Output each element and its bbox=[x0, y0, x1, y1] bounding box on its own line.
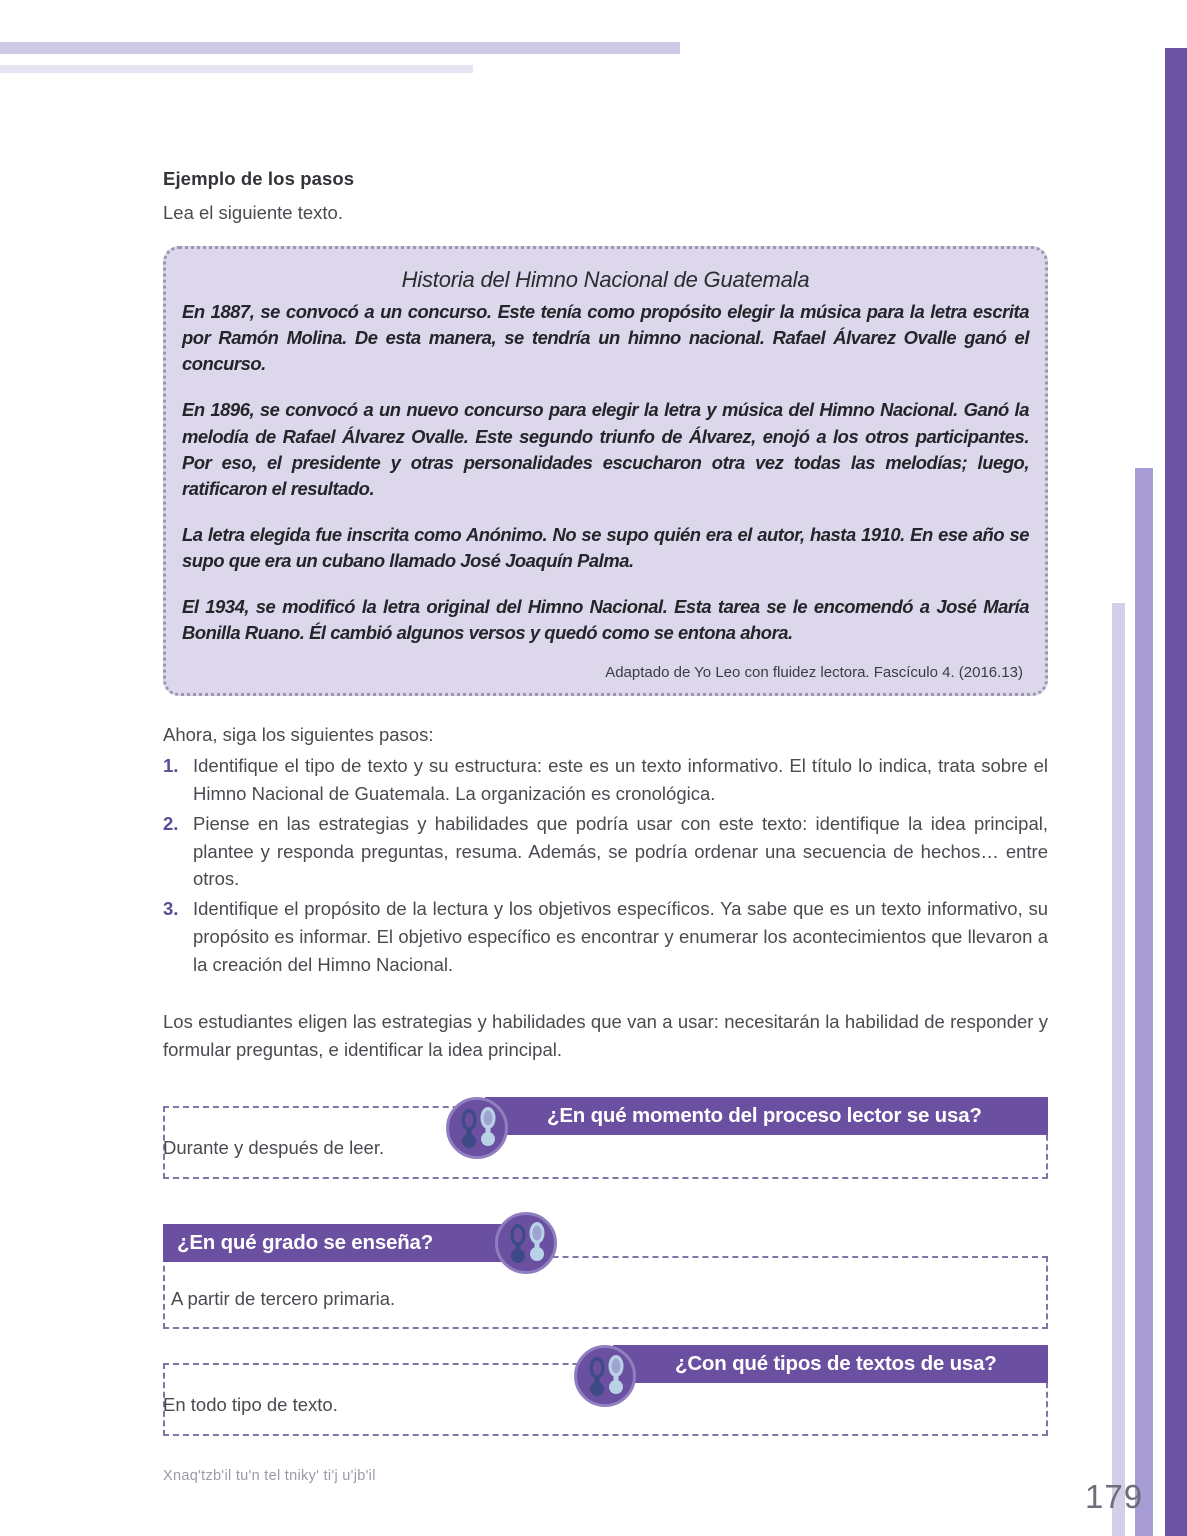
page-subtitle: Lea el siguiente texto. bbox=[163, 202, 343, 223]
reading-paragraph: En 1887, se convocó a un concurso. Este tenía como propósito elegir la música para la letra escrita por Ramón Molina. De esta manera, se tendría un himno nacional. Rafael Álvarez Ovalle ganó el concurso. bbox=[182, 301, 1029, 375]
page-number: 179 bbox=[1085, 1478, 1144, 1515]
question-banner-label: ¿En qué momento del proceso lector se usa? bbox=[547, 1104, 982, 1127]
list-item bbox=[163, 752, 1048, 808]
step-number: 1. bbox=[163, 755, 179, 777]
footprints-icon bbox=[446, 1097, 508, 1159]
right-decor-bar-mid bbox=[1135, 468, 1153, 1536]
reading-passage-source: Adaptado de Yo Leo con fluidez lectora. Fascículo 4. (2016.13) bbox=[605, 664, 1023, 682]
step-text: Identifique el tipo de texto y su estructura: este es un texto informativo. El título lo indica, trata sobre el Himno Nacional de Guatemala. La organización es cronológica. bbox=[193, 755, 1048, 805]
reading-paragraph: En 1896, se convocó a un nuevo concurso para elegir la letra y música del Himno Nacional. Ganó la melodía de Rafael Álvarez Ovalle. Este segundo triunfo de Álvarez, enojó a los otros participantes. Por eso, el presidente y otras personalidades escucharon otra vez todas las melodías; luego, ratificaron el resultado. bbox=[182, 399, 1029, 499]
footprints-icon bbox=[495, 1212, 557, 1274]
footprints-icon bbox=[574, 1345, 636, 1407]
step-text: Piense en las estrategias y habilidades que podría usar con este texto: identifique la idea principal, plantee y responda preguntas, resuma. Además, se podría ordenar una secuencia de hechos… entre otros. bbox=[193, 812, 1048, 890]
step-text: Identifique el propósito de la lectura y los objetivos específicos. Ya sabe que es un texto informativo, su propósito es informar. El objetivo específico es encontrar y enumerar los acontecimientos que llevaron a la creación del Himno Nacional. bbox=[193, 898, 1048, 975]
steps-list bbox=[163, 752, 1048, 978]
right-decor-bar-light bbox=[1112, 603, 1125, 1536]
footprints-glyph bbox=[457, 1106, 503, 1156]
reading-paragraph: El 1934, se modificó la letra original del Himno Nacional. Esta tarea se le encomendó a José María Bonilla Ruano. Él cambió algunos versos y quedó como se entona ahora. bbox=[182, 596, 1029, 644]
reading-passage-box bbox=[163, 246, 1048, 696]
steps-intro-text: Ahora, siga los siguientes pasos: bbox=[163, 724, 434, 746]
footprints-glyph bbox=[506, 1221, 552, 1271]
step-number: 2. bbox=[163, 812, 179, 834]
answer-text-2: A partir de tercero primaria. bbox=[171, 1288, 396, 1309]
list-item bbox=[163, 895, 1048, 978]
page-title: Ejemplo de los pasos bbox=[163, 168, 355, 189]
step-number: 3. bbox=[163, 898, 179, 920]
question-banner-label: ¿Con qué tipos de textos de usa? bbox=[675, 1352, 997, 1375]
question-banner-3 bbox=[613, 1345, 1048, 1383]
closing-paragraph: Los estudiantes eligen las estrategias y habilidades que van a usar: necesitarán la habilidad de responder y formular preguntas, e identificar la idea principal. bbox=[163, 1011, 1048, 1061]
footprints-glyph bbox=[585, 1354, 631, 1404]
right-decor-bar-dark bbox=[1165, 48, 1187, 1536]
answer-text-3: En todo tipo de texto. bbox=[163, 1394, 338, 1415]
page-content bbox=[163, 0, 1048, 1065]
question-banner-label: ¿En qué grado se enseña? bbox=[177, 1231, 434, 1254]
question-banner-2 bbox=[163, 1224, 533, 1262]
footer-note: Xnaq'tzb'il tu'n tel tniky' ti'j u'jb'il bbox=[163, 1468, 376, 1484]
question-banner-1 bbox=[485, 1097, 1048, 1135]
reading-passage-title: Historia del Himno Nacional de Guatemala bbox=[401, 267, 810, 292]
reading-paragraph: La letra elegida fue inscrita como Anónimo. No se supo quién era el autor, hasta 1910. En ese año se supo que era un cubano llamado José Joaquín Palma. bbox=[182, 523, 1029, 571]
answer-text-1: Durante y después de leer. bbox=[163, 1137, 385, 1158]
list-item bbox=[163, 810, 1048, 893]
